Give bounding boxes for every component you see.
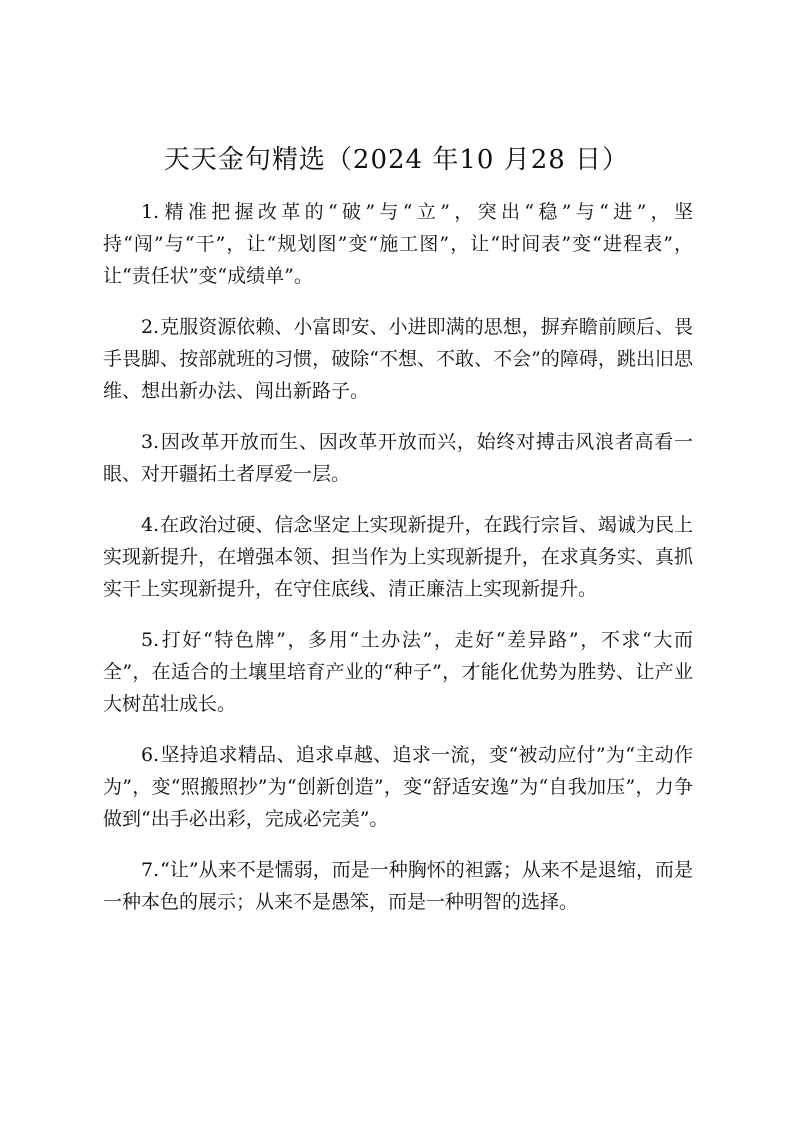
quote-text: 因改革开放而生、因改革开放而兴，始终对搏击风浪者高看一眼、对开疆拓土者厚爱一层。 bbox=[103, 431, 693, 485]
quote-number: 2. bbox=[141, 316, 160, 338]
quote-paragraph-1 bbox=[103, 196, 693, 292]
quote-paragraph-7 bbox=[103, 854, 693, 918]
quote-number: 3. bbox=[141, 431, 160, 453]
quote-paragraph-6 bbox=[103, 739, 693, 835]
quote-paragraph-5 bbox=[103, 624, 693, 720]
quote-paragraph-3 bbox=[103, 426, 693, 490]
quote-text: 打好“特色牌”，多用“土办法”，走好“差异路”，不求“大而全”，在适合的土壤里培育产业的“种子”，才能化优势为胜势、让产业大树茁壮成长。 bbox=[103, 629, 693, 715]
quote-text: 克服资源依赖、小富即安、小进即满的思想，摒弃瞻前顾后、畏手畏脚、按部就班的习惯，破除“不想、不敢、不会”的障碍，跳出旧思维、想出新办法、闯出新路子。 bbox=[103, 316, 693, 402]
quote-number: 5. bbox=[141, 629, 160, 651]
quote-number: 6. bbox=[141, 744, 160, 766]
document-title: 天天金句精选（2024 年10 月28 日） bbox=[163, 145, 630, 175]
quote-text: 在政治过硬、信念坚定上实现新提升，在践行宗旨、竭诚为民上实现新提升，在增强本领、担当作为上实现新提升，在求真务实、真抓实干上实现新提升，在守住底线、清正廉洁上实现新提升。 bbox=[103, 514, 693, 600]
quote-text: 坚持追求精品、追求卓越、追求一流，变“被动应付”为“主动作为”，变“照搬照抄”为“创新创造”，变“舒适安逸”为“自我加压”，力争做到“出手必出彩，完成必完美”。 bbox=[103, 744, 693, 830]
document-body bbox=[103, 196, 693, 937]
quote-paragraph-4 bbox=[103, 509, 693, 605]
quote-text: 精准把握改革的“破”与“立”，突出“稳”与“进”，坚持“闯”与“干”，让“规划图”变“施工图”，让“时间表”变“进程表”，让“责任状”变“成绩单”。 bbox=[103, 201, 693, 287]
quote-number: 4. bbox=[141, 514, 160, 536]
quote-text: “让”从来不是懦弱，而是一种胸怀的袒露；从来不是退缩，而是一种本色的展示；从来不是愚笨，而是一种明智的选择。 bbox=[103, 859, 693, 913]
quote-number: 1. bbox=[141, 201, 160, 223]
quote-number: 7. bbox=[141, 859, 160, 881]
quote-paragraph-2 bbox=[103, 311, 693, 407]
